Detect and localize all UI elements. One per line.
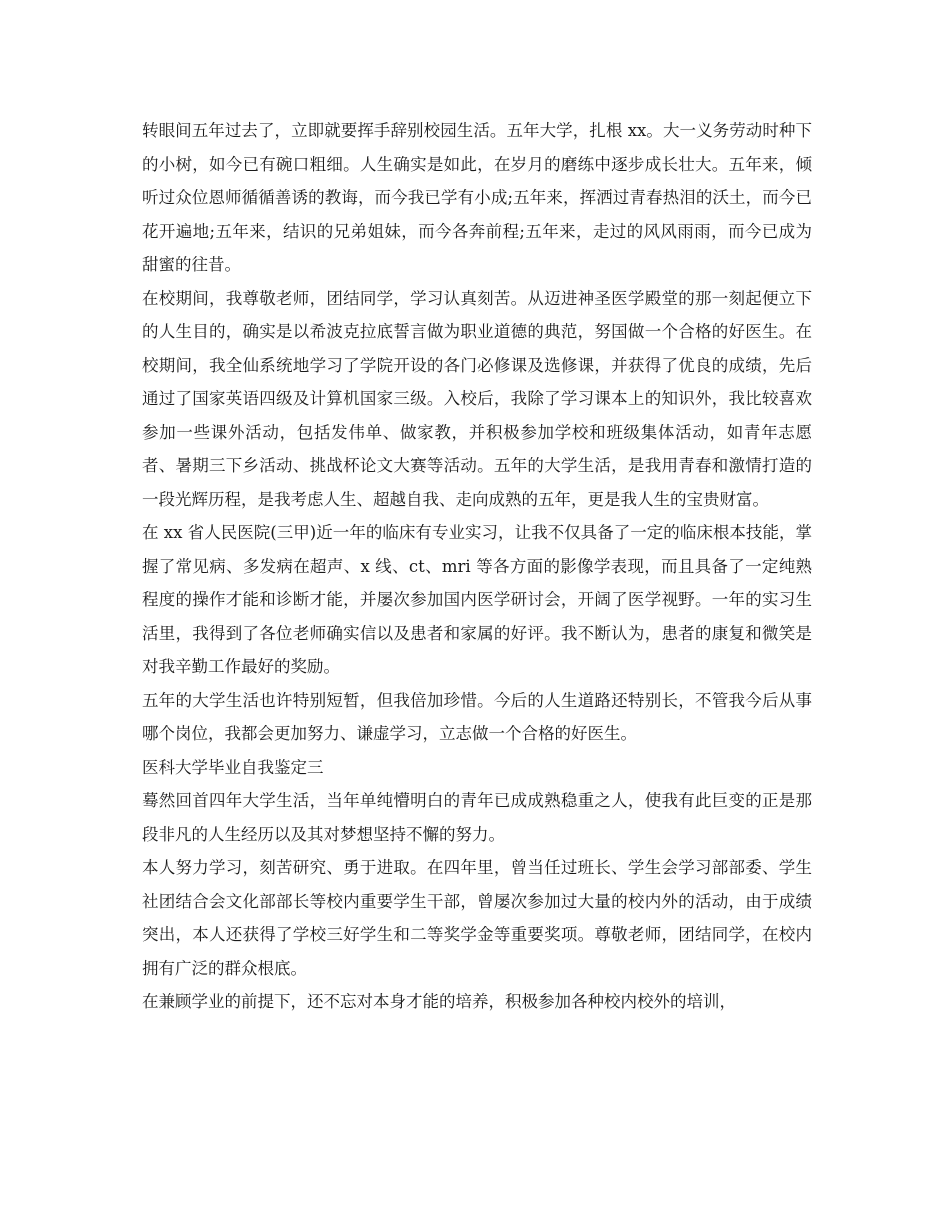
document-body [142, 114, 812, 1019]
paragraph-3: 在 xx 省人民医院(三甲)近一年的临床有专业实习，让我不仅具备了一定的临床根本技能，掌握了常见病、多发病在超声、x 线、ct、mri 等各方面的影像学表现，而且具备了一定纯熟程度的操作才能和诊断才能，并屡次参加国内医学研讨会，开阔了医学视野。一年的实习生活里，我得到了各位老师确实信以及患者和家属的好评。我不断认为，患者的康复和微笑是对我辛勤工作最好的奖励。 [142, 523, 812, 676]
paragraph-7: 在兼顾学业的前提下，还不忘对本身才能的培养，积极参加各种校内校外的培训， [142, 992, 736, 1011]
paragraph-5: 蓦然回首四年大学生活，当年单纯懵明白的青年已成成熟稳重之人，使我有此巨变的正是那段非凡的人生经历以及其对梦想坚持不懈的努力。 [142, 791, 812, 844]
section-heading: 医科大学毕业自我鉴定三 [142, 757, 324, 777]
paragraph-1: 转眼间五年过去了，立即就要挥手辞别校园生活。五年大学，扎根 xx。大一义务劳动时种下的小树，如今已有碗口粗细。人生确实是如此，在岁月的磨练中逐步成长壮大。五年来，倾听过众位恩师循循善诱的教诲，而今我已学有小成;五年来，挥洒过青春热泪的沃土，而今已花开遍地;五年来，结识的兄弟姐妹，而今各奔前程;五年来，走过的风风雨雨，而今已成为甜蜜的往昔。 [142, 121, 812, 274]
paragraph-6: 本人努力学习，刻苦研究、勇于进取。在四年里，曾当任过班长、学生会学习部部委、学生社团结合会文化部部长等校内重要学生干部，曾屡次参加过大量的校内外的活动，由于成绩突出，本人还获得了学校三好学生和二等奖学金等重要奖项。尊敬老师，团结同学，在校内拥有广泛的群众根底。 [142, 858, 812, 978]
paragraph-2: 在校期间，我尊敬老师，团结同学，学习认真刻苦。从迈进神圣医学殿堂的那一刻起便立下的人生目的，确实是以希波克拉底誓言做为职业道德的典范，努国做一个合格的好医生。在校期间，我全仙系统地学习了学院开设的各门必修课及选修课，并获得了优良的成绩，先后通过了国家英语四级及计算机国家三级。入校后，我除了学习课本上的知识外，我比较喜欢参加一些课外活动，包括发伟单、做家教，并积极参加学校和班级集体活动，如青年志愿者、暑期三下乡活动、挑战杯论文大赛等活动。五年的大学生活，是我用青春和激情打造的一段光辉历程，是我考虑人生、超越自我、走向成熟的五年，更是我人生的宝贵财富。 [142, 288, 812, 509]
paragraph-4: 五年的大学生活也许特别短暂，但我倍加珍惜。今后的人生道路还特别长，不管我今后从事哪个岗位，我都会更加努力、谦虚学习，立志做一个合格的好医生。 [142, 690, 812, 743]
